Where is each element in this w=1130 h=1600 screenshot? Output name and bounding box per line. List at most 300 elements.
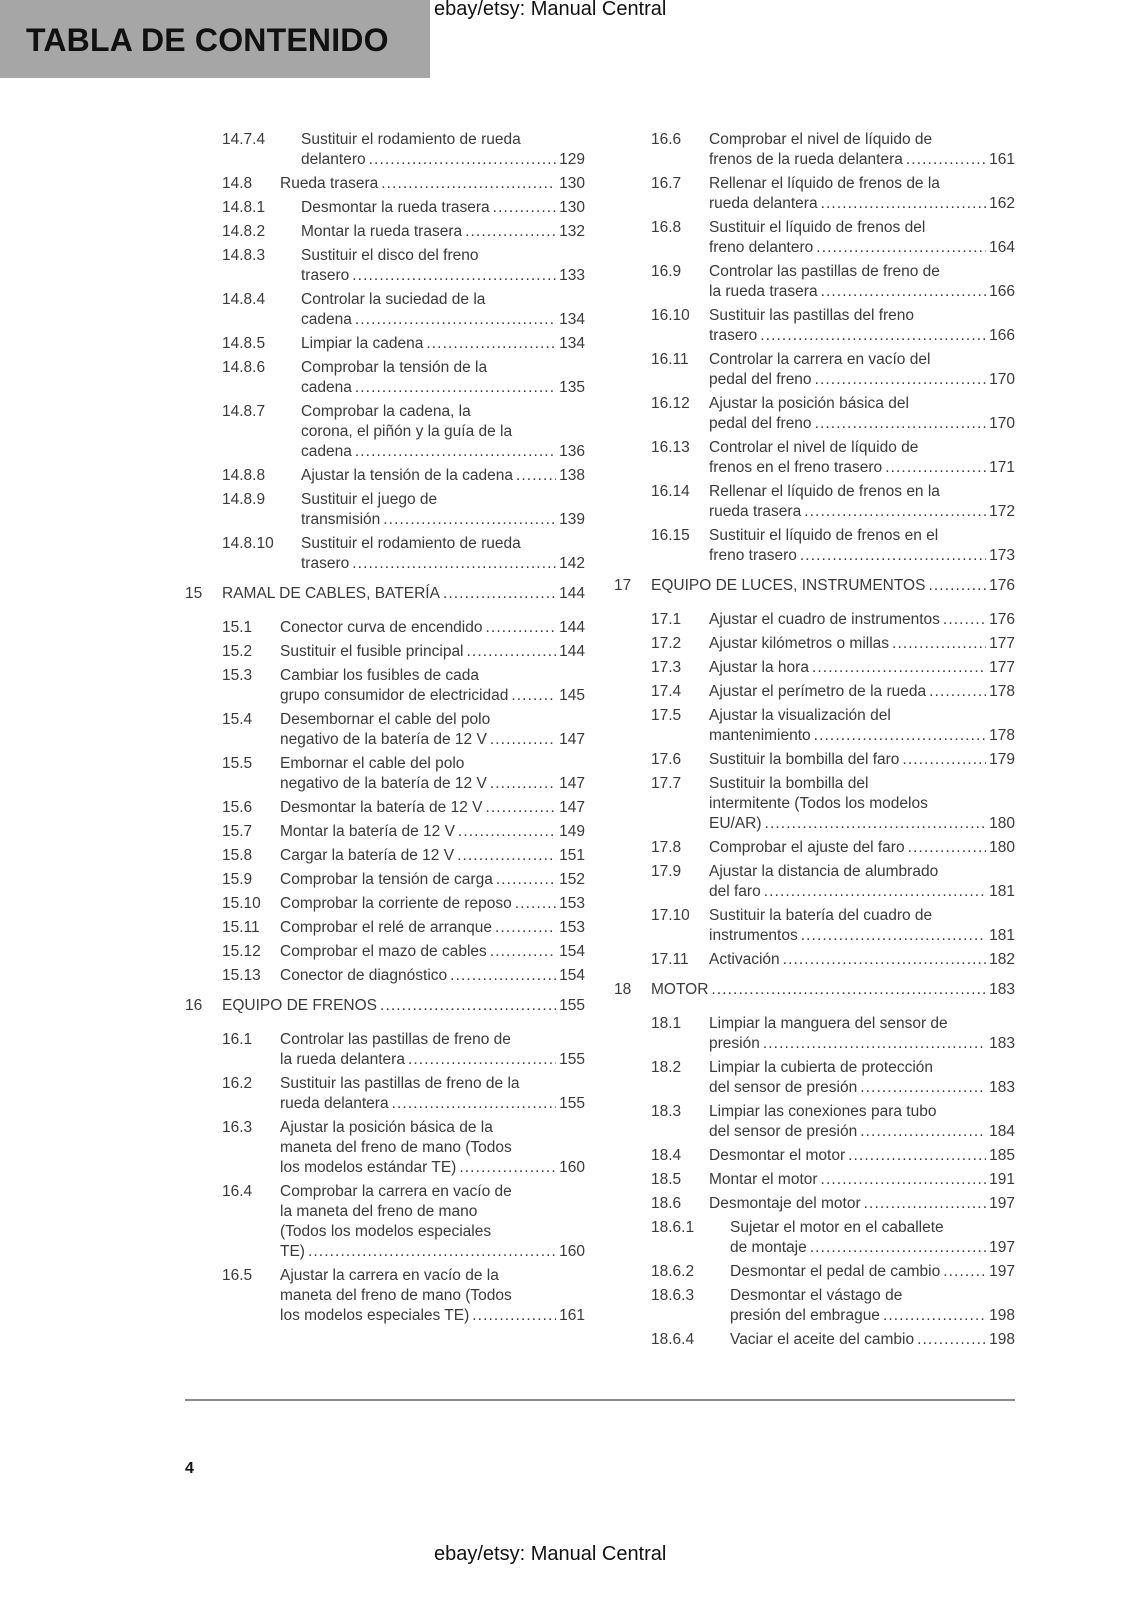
dot-leader <box>810 1238 986 1258</box>
dot-leader <box>381 174 556 194</box>
dot-leader <box>815 370 987 390</box>
toc-entry-number: 14.8.4 <box>222 291 266 308</box>
toc-entry[interactable] <box>185 402 585 462</box>
toc-entry-number: 18.6 <box>651 1195 682 1212</box>
toc-entry-title: trasero <box>301 555 350 572</box>
toc-entry[interactable] <box>185 290 585 330</box>
toc-chapter[interactable] <box>185 996 585 1016</box>
toc-entry[interactable] <box>614 1014 1015 1054</box>
toc-entry-title: Comprobar la tensión de la <box>301 359 488 376</box>
toc-entry[interactable] <box>185 358 585 398</box>
toc-entry[interactable] <box>614 610 1015 630</box>
toc-entry-page: 161 <box>989 151 1015 168</box>
toc-entry-number: 15.5 <box>222 755 253 772</box>
dot-leader <box>814 726 986 746</box>
toc-entry[interactable] <box>185 822 585 842</box>
toc-entry-page: 183 <box>989 1079 1015 1096</box>
dot-leader <box>821 194 987 214</box>
toc-entry[interactable] <box>185 130 585 170</box>
toc-entry[interactable] <box>185 666 585 706</box>
toc-entry[interactable] <box>185 466 585 486</box>
toc-entry-title: del sensor de presión <box>709 1079 858 1096</box>
dot-leader <box>860 1122 986 1142</box>
dot-leader <box>943 1262 986 1282</box>
toc-entry[interactable] <box>614 1194 1015 1214</box>
toc-entry[interactable] <box>614 1218 1015 1258</box>
toc-entry[interactable] <box>614 658 1015 678</box>
toc-entry-number: 17.5 <box>651 707 682 724</box>
toc-entry-page: 179 <box>989 751 1015 768</box>
toc-entry-title: Activación <box>709 951 780 968</box>
toc-entry-page: 134 <box>559 311 585 328</box>
footer-divider <box>185 1399 1015 1401</box>
toc-entry-number: 16.2 <box>222 1075 253 1092</box>
toc-entry-page: 153 <box>559 919 585 936</box>
dot-leader <box>426 334 556 354</box>
toc-entry[interactable] <box>614 1286 1015 1326</box>
toc-entry[interactable] <box>614 1170 1015 1190</box>
toc-entry-number: 16.1 <box>222 1031 253 1048</box>
toc-entry-title: Controlar las pastillas de freno de <box>280 1031 511 1048</box>
toc-entry[interactable] <box>185 894 585 914</box>
toc-entry[interactable] <box>614 906 1015 946</box>
toc-entry-title: Comprobar el ajuste del faro <box>709 839 905 856</box>
toc-entry[interactable] <box>185 334 585 354</box>
toc-entry-number: 14.8.3 <box>222 247 266 264</box>
toc-entry[interactable] <box>185 1118 585 1178</box>
toc-entry-number: 16.8 <box>651 219 682 236</box>
toc-entry[interactable] <box>185 246 585 286</box>
toc-entry-title: cadena <box>301 379 352 396</box>
toc-entry[interactable] <box>185 918 585 938</box>
toc-entry-title: frenos en el freno trasero <box>709 459 883 476</box>
dot-leader <box>804 502 986 522</box>
toc-entry-number: 17.3 <box>651 659 682 676</box>
dot-leader <box>864 1194 987 1214</box>
toc-entry-page: 153 <box>559 895 585 912</box>
toc-entry-page: 161 <box>559 1307 585 1324</box>
toc-entry-title: Vaciar el aceite del cambio <box>730 1331 915 1348</box>
toc-entry-number: 16.11 <box>651 351 689 368</box>
toc-entry-title: Sujetar el motor en el caballete <box>730 1219 944 1236</box>
toc-entry-title: freno trasero <box>709 547 797 564</box>
toc-entry-number: 16.12 <box>651 395 690 412</box>
toc-entry[interactable] <box>185 490 585 530</box>
toc-entry[interactable] <box>614 438 1015 478</box>
dot-leader <box>443 584 556 604</box>
dot-leader <box>458 822 556 842</box>
dot-leader <box>906 150 986 170</box>
dot-leader <box>352 266 556 286</box>
toc-entry[interactable] <box>614 1146 1015 1166</box>
toc-entry[interactable] <box>185 1030 585 1070</box>
toc-entry[interactable] <box>614 350 1015 390</box>
toc-entry[interactable] <box>614 706 1015 746</box>
toc-entry-page: 147 <box>559 775 585 792</box>
toc-entry-number: 16.15 <box>651 527 690 544</box>
toc-entry-title: rueda trasera <box>709 503 802 520</box>
toc-entry-page: 138 <box>559 467 585 484</box>
toc-entry-title: Controlar las pastillas de freno de <box>709 263 940 280</box>
toc-entry-number: 17.10 <box>651 907 690 924</box>
toc-entry[interactable] <box>614 130 1015 170</box>
toc-entry-page: 152 <box>559 871 585 888</box>
toc-entry-title: negativo de la batería de 12 V <box>280 775 487 792</box>
toc-entry-number: 15.2 <box>222 643 253 660</box>
toc-entry-number: 18.6.3 <box>651 1287 695 1304</box>
toc-entry-page: 132 <box>559 223 585 240</box>
toc-entry-title: delantero <box>301 151 366 168</box>
toc-entry-page: 134 <box>559 335 585 352</box>
dot-leader <box>355 442 556 462</box>
toc-entry-title: Comprobar la cadena, la <box>301 403 471 420</box>
toc-chapter[interactable] <box>185 584 585 604</box>
toc-entry-title: Limpiar la cubierta de protección <box>709 1059 934 1076</box>
toc-entry-title: rueda delantera <box>709 195 818 212</box>
toc-entry-title: Desembornar el cable del polo <box>280 711 491 728</box>
toc-entry-title: Limpiar la cadena <box>301 335 424 352</box>
toc-entry-page: 160 <box>559 1159 585 1176</box>
toc-entry[interactable] <box>614 682 1015 702</box>
toc-entry-number: 17 <box>614 577 632 594</box>
dot-leader <box>821 1170 987 1190</box>
toc-entry[interactable] <box>185 846 585 866</box>
toc-entry-title: Desmontar el vástago de <box>730 1287 903 1304</box>
toc-entry-title: Limpiar las conexiones para tubo <box>709 1103 937 1120</box>
toc-entry-page: 183 <box>989 981 1015 998</box>
toc-entry-number: 18.3 <box>651 1103 682 1120</box>
toc-entry[interactable] <box>185 618 585 638</box>
toc-entry-number: 16.13 <box>651 439 690 456</box>
toc-entry-number: 17.4 <box>651 683 682 700</box>
toc-entry-number: 16.10 <box>651 307 690 324</box>
toc-entry-page: 184 <box>989 1123 1015 1140</box>
dot-leader <box>392 1094 557 1114</box>
toc-entry-title: Sustituir el líquido de frenos del <box>709 219 926 236</box>
dot-leader <box>815 414 987 434</box>
toc-entry[interactable] <box>614 1262 1015 1282</box>
toc-entry-title: Montar la batería de 12 V <box>280 823 455 840</box>
dot-leader <box>459 1158 556 1178</box>
page-number: 4 <box>185 1460 194 1477</box>
toc-chapter[interactable] <box>614 576 1015 596</box>
toc-entry-page: 151 <box>559 847 585 864</box>
toc-entry-title: TE) <box>280 1243 305 1260</box>
toc-entry-title: cadena <box>301 311 352 328</box>
watermark-top: ebay/etsy: Manual Central <box>434 0 667 20</box>
toc-entry-page: 166 <box>989 327 1015 344</box>
toc-entry-title: Comprobar la carrera en vacío de <box>280 1183 512 1200</box>
toc-entry-page: 155 <box>559 1095 585 1112</box>
toc-entry-number: 14.8 <box>222 175 253 192</box>
toc-entry-title: freno delantero <box>709 239 814 256</box>
toc-entry-title: los modelos especiales TE) <box>280 1307 470 1324</box>
dot-leader <box>352 554 556 574</box>
toc-entry-title: Ajustar la posición básica de la <box>280 1119 493 1136</box>
toc-entry-page: 154 <box>559 943 585 960</box>
dot-leader <box>812 658 986 678</box>
toc-entry-page: 164 <box>989 239 1015 256</box>
toc-entry-number: 18.6.4 <box>651 1331 695 1348</box>
dot-leader <box>490 730 556 750</box>
toc-entry-page: 147 <box>559 799 585 816</box>
toc-entry-title: rueda delantera <box>280 1095 389 1112</box>
toc-entry[interactable] <box>185 198 585 218</box>
toc-entry[interactable] <box>614 634 1015 654</box>
toc-entry-page: 145 <box>559 687 585 704</box>
toc-entry-title: Desmontar la batería de 12 V <box>280 799 483 816</box>
toc-entry-page: 197 <box>989 1263 1015 1280</box>
dot-leader <box>943 610 986 630</box>
toc-entry[interactable] <box>185 798 585 818</box>
toc-entry-title: Embornar el cable del polo <box>280 755 465 772</box>
toc-entry-title: MOTOR <box>651 981 709 998</box>
dot-leader <box>467 642 557 662</box>
toc-entry-title: Sustituir las pastillas de freno de la <box>280 1075 520 1092</box>
toc-entry-page: 180 <box>989 815 1015 832</box>
toc-entry-title: Limpiar la manguera del sensor de <box>709 1015 948 1032</box>
toc-entry-title: grupo consumidor de electricidad <box>280 687 509 704</box>
toc-entry-page: 171 <box>989 459 1015 476</box>
toc-entry[interactable] <box>185 1182 585 1262</box>
toc-entry-number: 16.4 <box>222 1183 253 1200</box>
toc-entry[interactable] <box>185 966 585 986</box>
toc-entry[interactable] <box>614 1102 1015 1142</box>
toc-entry-title: EQUIPO DE FRENOS <box>222 997 378 1014</box>
toc-entry[interactable] <box>614 174 1015 214</box>
toc-entry-page: 147 <box>559 731 585 748</box>
toc-entry-number: 16.9 <box>651 263 682 280</box>
toc-entry-title: Sustituir la bombilla del faro <box>709 751 900 768</box>
toc-entry[interactable] <box>614 774 1015 834</box>
toc-entry-page: 129 <box>559 151 585 168</box>
toc-entry-number: 15.9 <box>222 871 253 888</box>
toc-entry[interactable] <box>614 394 1015 434</box>
toc-entry-title: Ajustar el cuadro de instrumentos <box>709 611 940 628</box>
toc-entry-number: 15 <box>185 585 203 602</box>
toc-entry-page: 180 <box>989 839 1015 856</box>
toc-entry-page: 191 <box>989 1171 1015 1188</box>
toc-entry-title: negativo de la batería de 12 V <box>280 731 487 748</box>
toc-entry-title: Controlar la carrera en vacío del <box>709 351 931 368</box>
toc-entry-number: 16 <box>185 997 203 1014</box>
toc-entry[interactable] <box>614 1058 1015 1098</box>
dot-leader <box>764 882 986 902</box>
dot-leader <box>369 150 556 170</box>
dot-leader <box>800 546 986 566</box>
toc-entry-title: Ajustar la distancia de alumbrado <box>709 863 939 880</box>
toc-entry-number: 14.8.7 <box>222 403 266 420</box>
toc-entry-page: 130 <box>559 199 585 216</box>
toc-entry-number: 18.6.1 <box>651 1219 695 1236</box>
toc-entry-title: Sustituir el rodamiento de rueda <box>301 131 521 148</box>
dot-leader <box>490 774 556 794</box>
dot-leader <box>485 798 556 818</box>
dot-leader <box>908 838 987 858</box>
toc-entry-number: 18.5 <box>651 1171 682 1188</box>
toc-entry-page: 198 <box>989 1331 1015 1348</box>
dot-leader <box>783 950 986 970</box>
dot-leader <box>760 326 986 346</box>
toc-entry[interactable] <box>185 642 585 662</box>
toc-entry-title: Sustituir la batería del cuadro de <box>709 907 933 924</box>
toc-entry-title: EU/AR) <box>709 815 762 832</box>
toc-entry-number: 14.8.5 <box>222 335 266 352</box>
toc-entry-title: Comprobar la tensión de carga <box>280 871 493 888</box>
toc-entry-title: instrumentos <box>709 927 798 944</box>
toc-entry-title: Sustituir el fusible principal <box>280 643 464 660</box>
toc-entry[interactable] <box>185 174 585 194</box>
dot-leader <box>472 1306 556 1326</box>
toc-entry-page: 144 <box>559 585 585 602</box>
dot-leader <box>929 682 986 702</box>
dot-leader <box>902 750 986 770</box>
dot-leader <box>821 282 987 302</box>
toc-entry[interactable] <box>185 754 585 794</box>
watermark-bottom: ebay/etsy: Manual Central <box>434 1543 667 1565</box>
toc-entry-page: 133 <box>559 267 585 284</box>
toc-entry-title: Cargar la batería de 12 V <box>280 847 455 864</box>
toc-entry-title: del faro <box>709 883 761 900</box>
dot-leader <box>816 238 986 258</box>
toc-entry-number: 16.5 <box>222 1267 253 1284</box>
dot-leader <box>917 1330 986 1350</box>
dot-leader <box>486 618 557 638</box>
toc-entry-number: 15.4 <box>222 711 253 728</box>
toc-entry-title: Ajustar la hora <box>709 659 809 676</box>
toc-entry-page: 181 <box>989 927 1015 944</box>
toc-entry-title: corona, el piñón y la guía de la <box>301 423 513 440</box>
toc-entry-number: 15.12 <box>222 943 261 960</box>
dot-leader <box>511 686 556 706</box>
toc-entry-page: 149 <box>559 823 585 840</box>
toc-entry-title: del sensor de presión <box>709 1123 858 1140</box>
toc-entry-page: 176 <box>989 611 1015 628</box>
toc-entry[interactable] <box>614 838 1015 858</box>
toc-entry-number: 15.11 <box>222 919 260 936</box>
toc-entry-number: 16.6 <box>651 131 682 148</box>
toc-entry-page: 185 <box>989 1147 1015 1164</box>
dot-leader <box>408 1050 556 1070</box>
toc-entry[interactable] <box>185 1074 585 1114</box>
toc-entry-title: maneta del freno de mano (Todos <box>280 1139 512 1156</box>
toc-entry-number: 17.11 <box>651 951 689 968</box>
toc-entry-title: Sustituir el juego de <box>301 491 438 508</box>
toc-entry-page: 144 <box>559 643 585 660</box>
toc-entry-title: RAMAL DE CABLES, BATERÍA <box>222 585 440 602</box>
toc-entry[interactable] <box>614 750 1015 770</box>
toc-entry-page: 198 <box>989 1307 1015 1324</box>
toc-entry[interactable] <box>185 1266 585 1326</box>
toc-entry-title: Sustituir el disco del freno <box>301 247 479 264</box>
toc-entry-title: presión del embrague <box>730 1307 880 1324</box>
toc-entry-number: 17.7 <box>651 775 682 792</box>
dot-leader <box>763 1034 986 1054</box>
toc-entry-page: 170 <box>989 415 1015 432</box>
toc-entry-number: 18.2 <box>651 1059 682 1076</box>
toc-entry-title: Sustituir el líquido de frenos en el <box>709 527 939 544</box>
toc-entry-page: 144 <box>559 619 585 636</box>
toc-entry-number: 17.1 <box>651 611 682 628</box>
toc-entry-number: 14.8.6 <box>222 359 266 376</box>
toc-entry[interactable] <box>185 942 585 962</box>
dot-leader <box>450 966 556 986</box>
toc-entry-title: transmisión <box>301 511 381 528</box>
toc-entry-title: EQUIPO DE LUCES, INSTRUMENTOS <box>651 577 926 594</box>
toc-entry-number: 14.7.4 <box>222 131 266 148</box>
toc-entry[interactable] <box>614 950 1015 970</box>
dot-leader <box>860 1078 986 1098</box>
toc-entry-title: Comprobar el nivel de líquido de <box>709 131 933 148</box>
toc-entry-title: Conector curva de encendido <box>280 619 483 636</box>
toc-entry[interactable] <box>614 262 1015 302</box>
toc-entry-page: 178 <box>989 727 1015 744</box>
dot-leader <box>380 996 556 1016</box>
toc-entry-title: Sustituir las pastillas del freno <box>709 307 915 324</box>
toc-entry-number: 18.1 <box>651 1015 682 1032</box>
toc-entry[interactable] <box>614 526 1015 566</box>
toc-entry[interactable] <box>185 222 585 242</box>
dot-leader <box>885 458 986 478</box>
toc-entry-title: mantenimiento <box>709 727 811 744</box>
dot-leader <box>495 918 556 938</box>
toc-entry-number: 15.6 <box>222 799 253 816</box>
toc-entry-title: maneta del freno de mano (Todos <box>280 1287 512 1304</box>
toc-entry-title: la maneta del freno de mano <box>280 1203 478 1220</box>
toc-entry-number: 16.3 <box>222 1119 253 1136</box>
toc-entry-title: Sustituir el rodamiento de rueda <box>301 535 521 552</box>
toc-entry-title: pedal del freno <box>709 415 812 432</box>
toc-entry[interactable] <box>614 306 1015 346</box>
toc-entry-page: 155 <box>559 1051 585 1068</box>
toc-entry-page: 139 <box>559 511 585 528</box>
header-banner <box>0 0 430 78</box>
dot-leader <box>493 198 556 218</box>
toc-chapter[interactable] <box>614 980 1015 1000</box>
toc-entry-title: cadena <box>301 443 352 460</box>
toc-entry[interactable] <box>185 534 585 574</box>
toc-entry[interactable] <box>614 1330 1015 1350</box>
toc-entry-title: Controlar el nivel de líquido de <box>709 439 919 456</box>
dot-leader <box>892 634 986 654</box>
toc-entry-page: 197 <box>989 1239 1015 1256</box>
toc-entry[interactable] <box>614 862 1015 902</box>
toc-entry-title: Conector de diagnóstico <box>280 967 448 984</box>
toc-entry-page: 176 <box>989 577 1015 594</box>
toc-entry[interactable] <box>185 870 585 890</box>
dot-leader <box>883 1306 986 1326</box>
toc-entry[interactable] <box>614 218 1015 258</box>
toc-entry-page: 130 <box>559 175 585 192</box>
dot-leader <box>490 942 556 962</box>
toc-entry[interactable] <box>185 710 585 750</box>
toc-entry-title: Comprobar el relé de arranque <box>280 919 492 936</box>
toc-entry-page: 162 <box>989 195 1015 212</box>
toc-entry-number: 17.8 <box>651 839 682 856</box>
toc-entry[interactable] <box>614 482 1015 522</box>
dot-leader <box>711 980 986 1000</box>
dot-leader <box>457 846 556 866</box>
dot-leader <box>515 894 556 914</box>
toc-entry-number: 17.9 <box>651 863 682 880</box>
toc-entry-page: 197 <box>989 1195 1015 1212</box>
toc-entry-number: 17.2 <box>651 635 682 652</box>
toc-entry-number: 15.10 <box>222 895 261 912</box>
toc-entry-title: Montar el motor <box>709 1171 818 1188</box>
toc-entry-number: 17.6 <box>651 751 682 768</box>
toc-entry-number: 16.14 <box>651 483 690 500</box>
toc-entry-title: presión <box>709 1035 760 1052</box>
